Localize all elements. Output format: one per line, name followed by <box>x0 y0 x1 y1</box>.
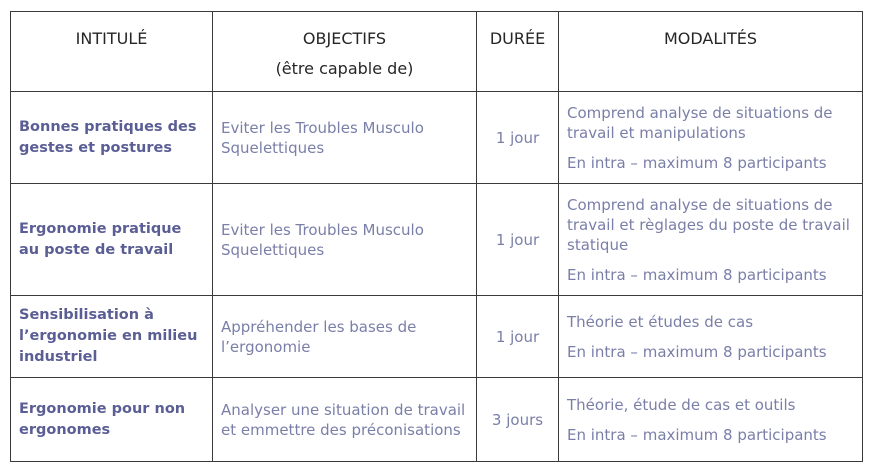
table-row <box>11 92 863 184</box>
modality-description: Comprend analyse de situations de travail et règlages du poste de travail statique <box>567 195 850 254</box>
header-objectifs-sub: (être capable de) <box>275 59 414 78</box>
row-modalities <box>559 378 863 462</box>
header-intitule: INTITULÉ <box>11 12 213 92</box>
row-objective: Eviter les Troubles Musculo Squelettiques <box>213 184 477 296</box>
header-duree: DURÉE <box>477 12 559 92</box>
row-duration: 1 jour <box>477 296 559 378</box>
table-row <box>11 378 863 462</box>
table-row <box>11 184 863 296</box>
row-duration: 1 jour <box>477 92 559 184</box>
training-table <box>10 11 863 462</box>
table-row <box>11 296 863 378</box>
row-modalities <box>559 184 863 296</box>
header-modalites: MODALITÉS <box>559 12 863 92</box>
row-title: Bonnes pratiques des gestes et postures <box>11 92 213 184</box>
header-row <box>11 12 863 92</box>
row-title: Sensibilisation à l’ergonomie en milieu industriel <box>11 296 213 378</box>
modality-description: Théorie, étude de cas et outils <box>567 395 796 414</box>
row-title: Ergonomie pratique au poste de travail <box>11 184 213 296</box>
row-duration: 3 jours <box>477 378 559 462</box>
row-title: Ergonomie pour non ergonomes <box>11 378 213 462</box>
row-modalities <box>559 296 863 378</box>
row-objective: Eviter les Troubles Musculo Squelettiques <box>213 92 477 184</box>
modality-description: Comprend analyse de situations de travail et manipulations <box>567 103 833 142</box>
modality-participants: En intra – maximum 8 participants <box>567 153 827 172</box>
row-objective: Analyser une situation de travail et emmettre des préconisations <box>213 378 477 462</box>
row-objective: Appréhender les bases de l’ergonomie <box>213 296 477 378</box>
row-duration: 1 jour <box>477 184 559 296</box>
modality-participants: En intra – maximum 8 participants <box>567 265 827 284</box>
modality-participants: En intra – maximum 8 participants <box>567 425 827 444</box>
modality-description: Théorie et études de cas <box>567 312 754 331</box>
modality-participants: En intra – maximum 8 participants <box>567 342 827 361</box>
row-modalities <box>559 92 863 184</box>
header-objectifs <box>213 12 477 92</box>
header-objectifs-label: OBJECTIFS <box>302 29 387 48</box>
